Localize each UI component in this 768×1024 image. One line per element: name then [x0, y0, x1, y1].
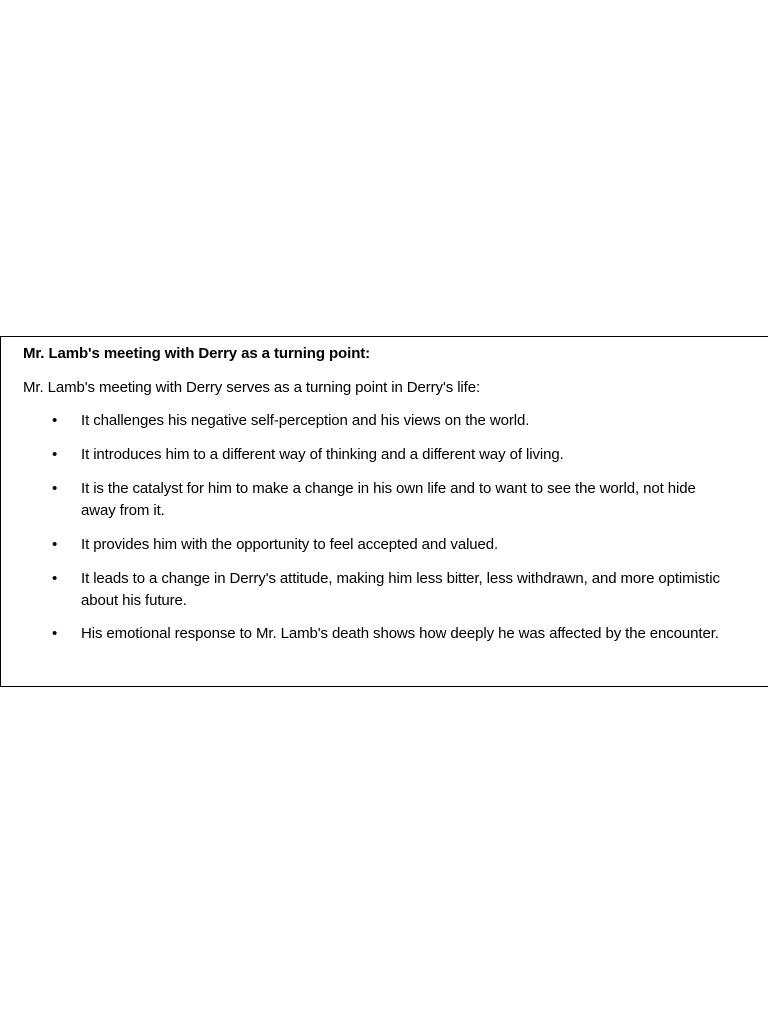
intro-paragraph: Mr. Lamb's meeting with Derry serves as a turning point in Derry's life:	[23, 379, 481, 396]
bullet-icon: •	[52, 570, 58, 587]
bullet-icon: •	[52, 446, 58, 463]
bullet-text: It challenges his negative self-perception and his views on the world.	[81, 412, 530, 429]
bullet-text: His emotional response to Mr. Lamb's death shows how deeply he was affected by the encounter.	[81, 625, 719, 642]
bullet-text: It is the catalyst for him to make a change in his own life and to want to see the world, not hide away from it.	[81, 480, 696, 519]
text-box	[0, 336, 768, 687]
bullet-text: It introduces him to a different way of thinking and a different way of living.	[81, 446, 564, 463]
bullet-text: It leads to a change in Derry's attitude, making him less bitter, less withdrawn, and more optimistic about his future.	[81, 570, 720, 609]
bullet-icon: •	[52, 412, 58, 429]
bullet-icon: •	[52, 625, 58, 642]
bullet-icon: •	[52, 536, 58, 553]
bullet-text: It provides him with the opportunity to feel accepted and valued.	[81, 536, 499, 553]
bullet-icon: •	[52, 480, 58, 497]
section-heading: Mr. Lamb's meeting with Derry as a turning point:	[23, 345, 371, 362]
